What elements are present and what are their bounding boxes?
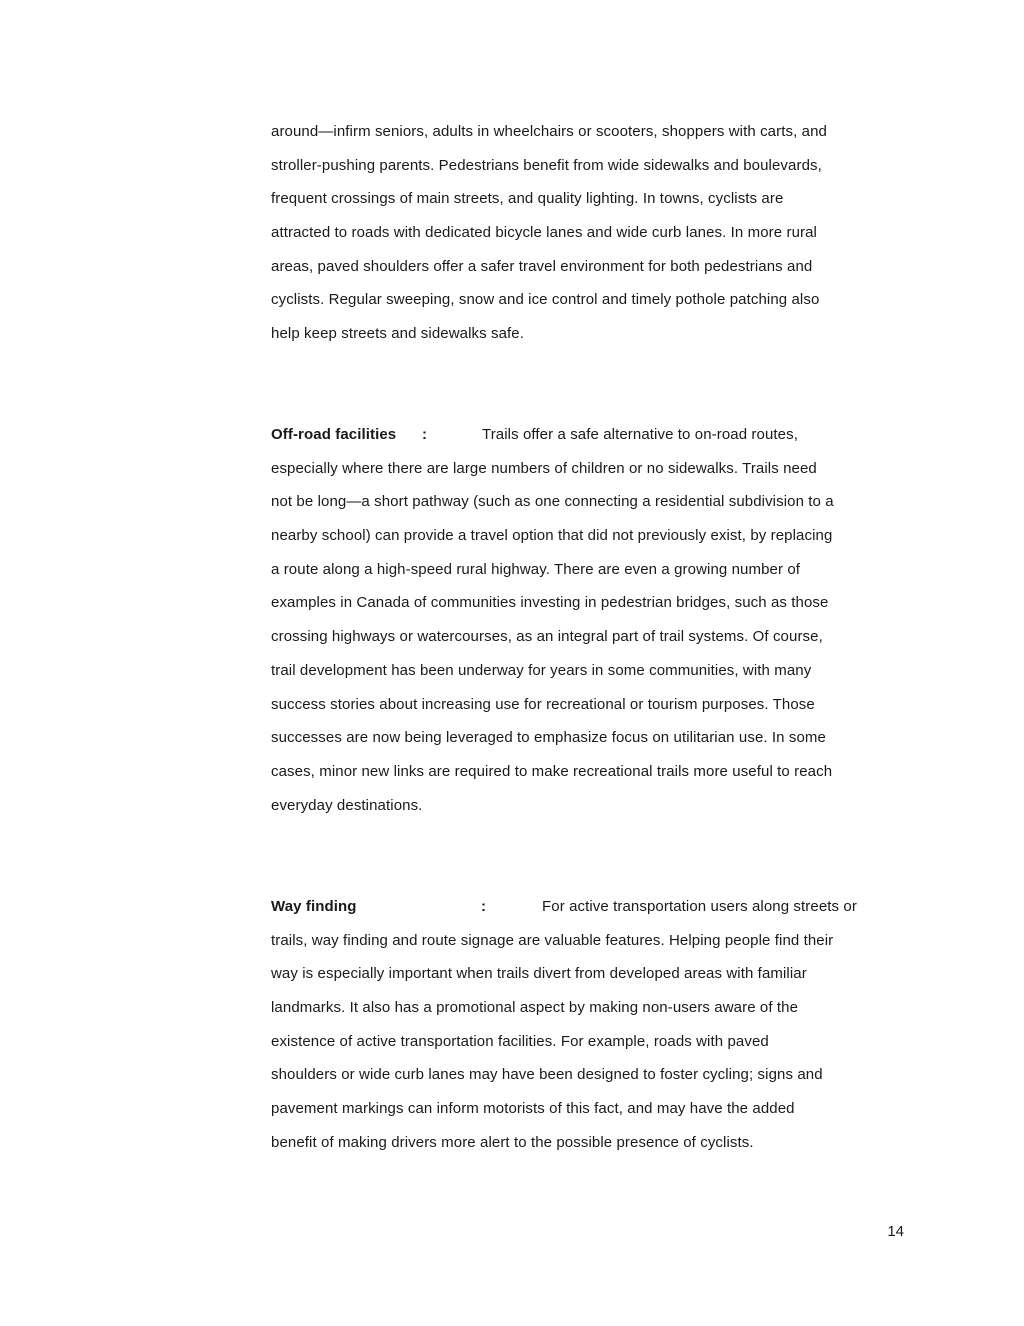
- section-heading-line: [271, 890, 911, 924]
- paragraph-line: not be long—a short pathway (such as one connecting a residential subdivision to a: [271, 493, 834, 511]
- section-way-finding: [271, 890, 911, 1160]
- paragraph-line: benefit of making drivers more alert to the possible presence of cyclists.: [271, 1133, 754, 1151]
- paragraph-line: especially where there are large numbers of children or no sidewalks. Trails need: [271, 459, 817, 477]
- paragraph-line: cyclists. Regular sweeping, snow and ice control and timely pothole patching also: [271, 291, 820, 309]
- section-term: Off-road facilities: [271, 426, 397, 443]
- paragraph-line: areas, paved shoulders offer a safer travel environment for both pedestrians and: [271, 257, 813, 275]
- paragraph-line: successes are now being leveraged to emphasize focus on utilitarian use. In some: [271, 729, 826, 747]
- paragraph-line: stroller-pushing parents. Pedestrians benefit from wide sidewalks and boulevards,: [271, 156, 822, 174]
- paragraph-line: way is especially important when trails divert from developed areas with familiar: [271, 965, 807, 983]
- section-first-line-text: Trails offer a safe alternative to on-road routes,: [482, 426, 798, 443]
- section-first-line-text: For active transportation users along streets or: [542, 898, 857, 915]
- section-colon: :: [422, 426, 428, 443]
- paragraph-line: help keep streets and sidewalks safe.: [271, 325, 525, 343]
- paragraph-line: trails, way finding and route signage are valuable features. Helping people find their: [271, 931, 834, 949]
- paragraph-line: around—infirm seniors, adults in wheelchairs or scooters, shoppers with carts, and: [271, 123, 827, 140]
- paragraph-line: existence of active transportation facilities. For example, roads with paved: [271, 1032, 769, 1050]
- paragraph-line: examples in Canada of communities investing in pedestrian bridges, such as those: [271, 594, 829, 612]
- section-term: Way finding: [271, 898, 357, 915]
- paragraph-line: nearby school) can provide a travel option that did not previously exist, by replacing: [271, 527, 833, 545]
- paragraph-line: attracted to roads with dedicated bicycle lanes and wide curb lanes. In more rural: [271, 224, 817, 242]
- paragraph-line: landmarks. It also has a promotional aspect by making non-users aware of the: [271, 999, 799, 1017]
- section-heading-line: [271, 418, 911, 452]
- paragraph-line: pavement markings can inform motorists of this fact, and may have the added: [271, 1100, 795, 1118]
- paragraph-line: trail development has been underway for years in some communities, with many: [271, 661, 812, 679]
- section-colon: :: [481, 898, 487, 915]
- paragraph-line: crossing highways or watercourses, as an integral part of trail systems. Of course,: [271, 628, 823, 646]
- paragraph-line: cases, minor new links are required to make recreational trails more useful to reach: [271, 762, 833, 780]
- paragraph-line: success stories about increasing use for recreational or tourism purposes. Those: [271, 695, 815, 713]
- section-off-road-facilities: [271, 418, 911, 822]
- paragraph-line: everyday destinations.: [271, 796, 423, 814]
- paragraph-line: a route along a high-speed rural highway. There are even a growing number of: [271, 560, 801, 578]
- paragraph-line: shoulders or wide curb lanes may have been designed to foster cycling; signs and: [271, 1066, 823, 1084]
- paragraph-pedestrians: [271, 115, 911, 351]
- paragraph-line: frequent crossings of main streets, and quality lighting. In towns, cyclists are: [271, 190, 784, 208]
- page-number: 14: [887, 1223, 904, 1240]
